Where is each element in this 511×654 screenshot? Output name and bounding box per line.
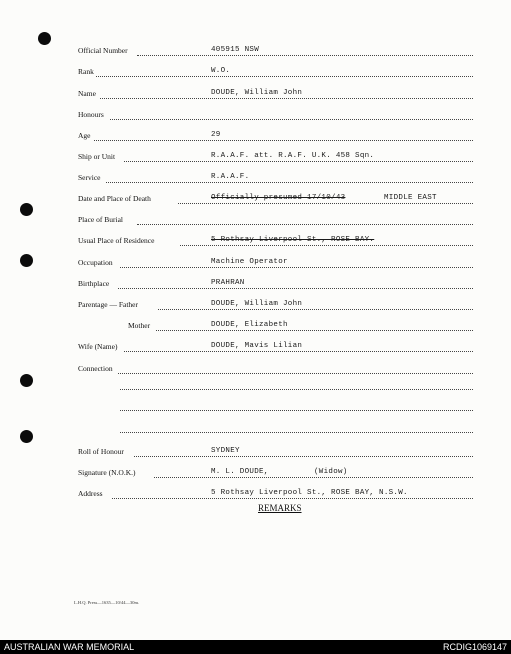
address-label: Address	[78, 489, 103, 498]
birthplace-label: Birthplace	[78, 279, 110, 288]
roll-of-honour-value: SYDNEY	[211, 447, 240, 455]
official-number-row	[0, 46, 511, 62]
burial-label: Place of Burial	[78, 215, 123, 224]
ship-or-unit-row	[0, 152, 511, 168]
name-row	[0, 89, 511, 105]
signature-value: M. L. DOUDE,	[211, 468, 269, 476]
connection-blank-line	[120, 432, 473, 433]
service-label: Service	[78, 173, 101, 182]
leader-line	[134, 456, 473, 457]
leader-line	[94, 140, 473, 141]
leader-line	[137, 224, 473, 225]
father-label: Parentage — Father	[78, 300, 138, 309]
printer-imprint: L.H.Q. Press—1635—10/44—30m.	[74, 600, 140, 605]
birthplace-value: PRAHRAN	[211, 279, 245, 287]
punch-hole-icon	[38, 32, 51, 45]
remarks-heading: REMARKS	[258, 503, 302, 513]
leader-line	[100, 98, 473, 99]
honours-row	[0, 110, 511, 126]
official-number-value: 405915 NSW	[211, 46, 260, 54]
leader-line	[137, 55, 473, 56]
leader-line	[124, 161, 473, 162]
leader-line	[106, 182, 473, 183]
leader-line	[178, 203, 473, 204]
connection-blank-line	[120, 410, 473, 411]
footer-bar	[0, 640, 511, 654]
wife-value: DOUDE, Mavis Lilian	[211, 342, 303, 350]
signature-relation-value: (Widow)	[314, 468, 348, 476]
connection-label: Connection	[78, 364, 113, 373]
occupation-label: Occupation	[78, 258, 113, 267]
leader-line	[112, 498, 473, 499]
leader-line	[110, 119, 473, 120]
honours-label: Honours	[78, 110, 104, 119]
punch-hole-icon	[20, 430, 33, 443]
death-date-value: Officially presumed 17/10/43	[211, 194, 346, 202]
residence-label: Usual Place of Residence	[78, 236, 155, 245]
ship-or-unit-value: R.A.A.F. att. R.A.F. U.K. 458 Sqn.	[211, 152, 375, 160]
birthplace-row	[0, 279, 511, 295]
occupation-row	[0, 258, 511, 274]
roll-of-honour-row	[0, 447, 511, 463]
leader-line	[124, 351, 473, 352]
leader-line	[120, 267, 473, 268]
address-value: 5 Rothsay Liverpool St., ROSE BAY, N.S.W.	[211, 489, 408, 497]
connection-row	[0, 364, 511, 380]
age-value: 29	[211, 131, 221, 139]
mother-row	[0, 321, 511, 337]
leader-line	[156, 330, 473, 331]
leader-line	[118, 288, 473, 289]
roll-of-honour-label: Roll of Honour	[78, 447, 124, 456]
wife-row	[0, 342, 511, 358]
death-label: Date and Place of Death	[78, 194, 151, 203]
leader-line	[96, 76, 473, 77]
name-label: Name	[78, 89, 96, 98]
signature-label: Signature (N.O.K.)	[78, 468, 136, 477]
leader-line	[118, 373, 473, 374]
official-number-label: Official Number	[78, 46, 128, 55]
residence-value: 5 Rothsay Liverpool St., ROSE BAY.	[211, 236, 375, 244]
footer-source: AUSTRALIAN WAR MEMORIAL	[4, 642, 135, 652]
service-row	[0, 173, 511, 189]
leader-line	[158, 309, 473, 310]
death-place-value: MIDDLE EAST	[384, 194, 437, 202]
age-row	[0, 131, 511, 147]
name-value: DOUDE, William John	[211, 89, 303, 97]
death-row	[0, 194, 511, 210]
father-value: DOUDE, William John	[211, 300, 303, 308]
footer-record-id: RCDIG1069147	[442, 642, 507, 652]
burial-row	[0, 215, 511, 231]
rank-value: W.O.	[211, 67, 231, 75]
ship-or-unit-label: Ship or Unit	[78, 152, 116, 161]
leader-line	[180, 245, 473, 246]
age-label: Age	[78, 131, 91, 140]
mother-value: DOUDE, Elizabeth	[211, 321, 288, 329]
occupation-value: Machine Operator	[211, 258, 288, 266]
mother-label: Mother	[128, 321, 151, 330]
rank-label: Rank	[78, 67, 94, 76]
wife-label: Wife (Name)	[78, 342, 118, 351]
father-row	[0, 300, 511, 316]
service-value: R.A.A.F.	[211, 173, 250, 181]
residence-row	[0, 236, 511, 252]
address-row	[0, 489, 511, 505]
connection-blank-line	[120, 389, 473, 390]
rank-row	[0, 67, 511, 83]
leader-line	[154, 477, 473, 478]
signature-row	[0, 468, 511, 484]
